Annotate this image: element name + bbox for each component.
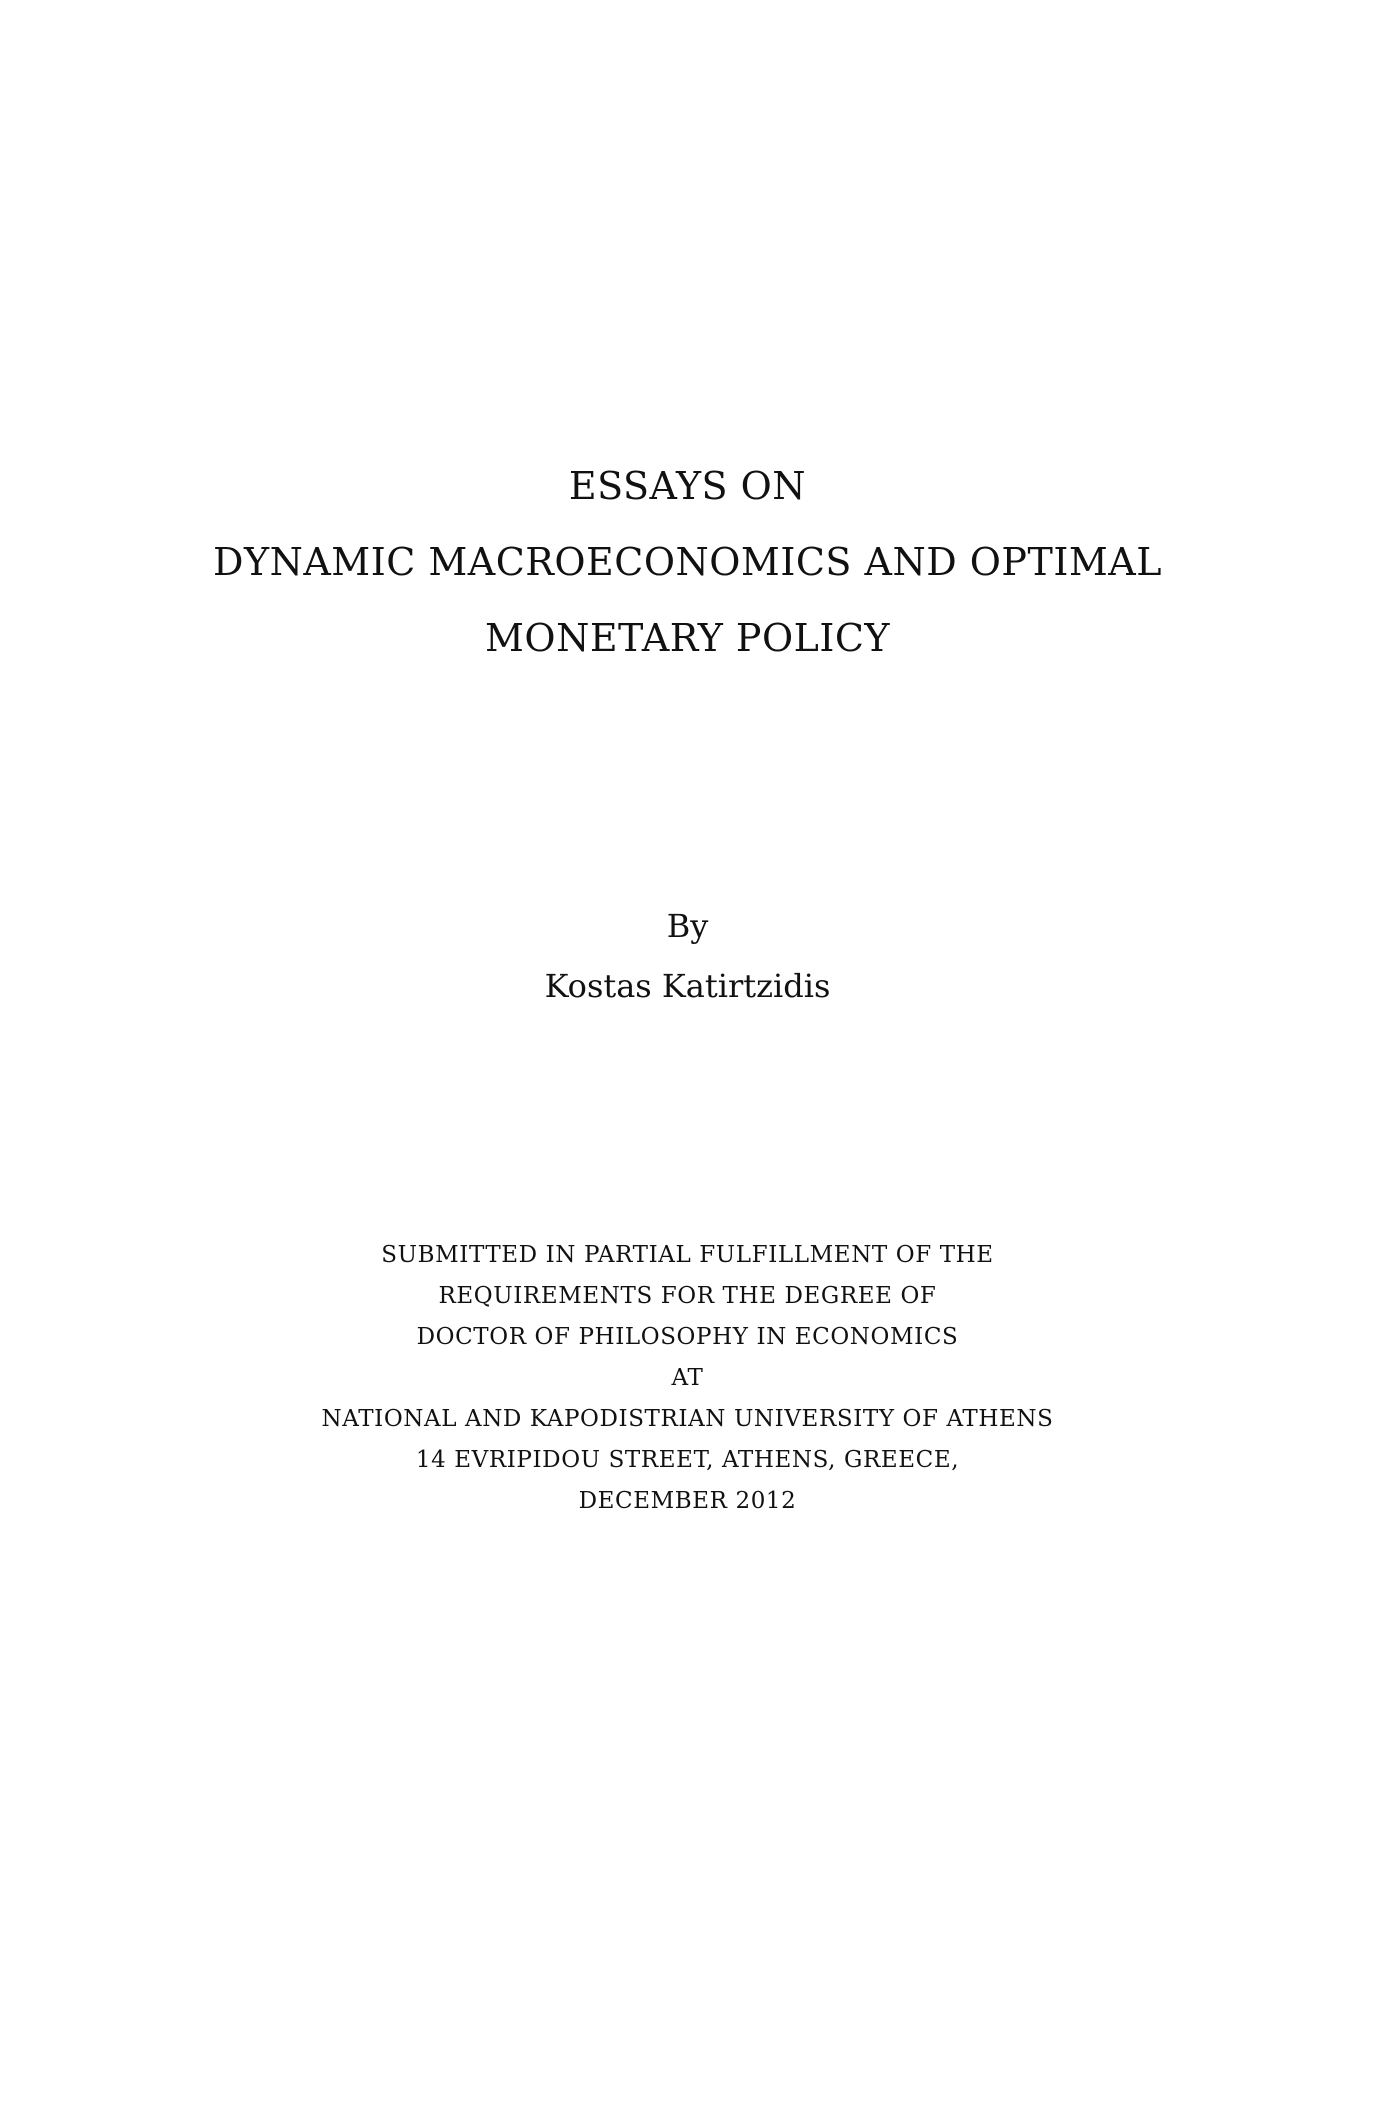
submission-line: REQUIREMENTS FOR THE DEGREE OF [438,1283,937,1309]
university-line: NATIONAL AND KAPODISTRIAN UNIVERSITY OF ATHENS [321,1406,1054,1432]
thesis-title [0,448,1375,676]
by-label: By [666,907,709,945]
date-line: DECEMBER 2012 [578,1488,797,1514]
submission-statement [0,1235,1375,1522]
title-line-1: ESSAYS ON [568,464,807,508]
author-name: Kostas Katirtzidis [544,967,831,1005]
byline [0,896,1375,1016]
submission-line: SUBMITTED IN PARTIAL FULFILLMENT OF THE [381,1242,994,1268]
title-line-2: DYNAMIC MACROECONOMICS AND OPTIMAL [213,540,1162,584]
submission-line: DOCTOR OF PHILOSOPHY IN ECONOMICS [416,1324,959,1350]
submission-line: AT [671,1365,704,1391]
title-line-3: MONETARY POLICY [485,616,890,660]
address-line: 14 EVRIPIDOU STREET, ATHENS, GREECE, [415,1447,960,1473]
